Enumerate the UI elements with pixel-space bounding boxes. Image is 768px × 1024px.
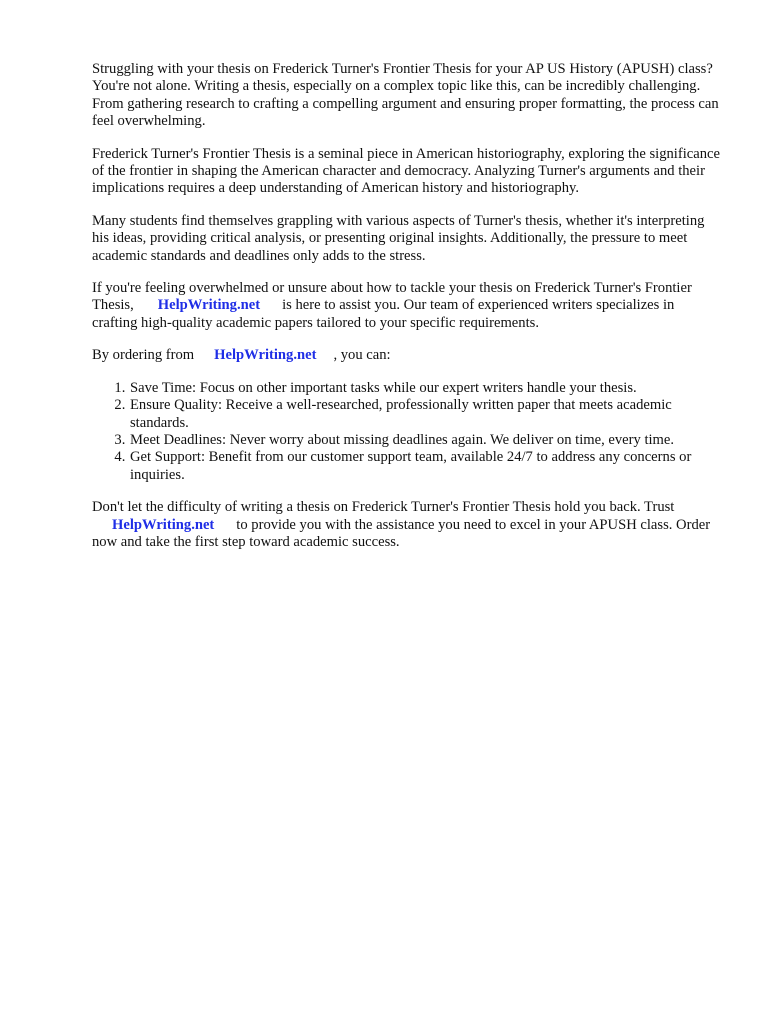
assist-paragraph bbox=[92, 280, 722, 332]
helpwriting-link-assist[interactable]: HelpWriting.net bbox=[157, 297, 261, 314]
closing-text-before: Don't let the difficulty of writing a thesis on Frederick Turner's Frontier Thesis hold you back. Trust bbox=[92, 499, 675, 516]
benefit-item-ensure-quality: 2. Ensure Quality: Receive a well-researched, professionally written paper that meets academic standards. bbox=[129, 397, 722, 432]
assist-text-after: is here to assist you. Our team of experienced writers specializes in crafting high-quality academic papers tailored to your specific requirements. bbox=[92, 297, 675, 331]
benefit-item-save-time: 1. Save Time: Focus on other important tasks while our expert writers handle your thesis. bbox=[129, 380, 722, 397]
benefit-item-get-support: 4. Get Support: Benefit from our customer support team, available 24/7 to address any concerns or inquiries. bbox=[129, 449, 722, 484]
ordering-text-after: , you can: bbox=[333, 347, 391, 364]
benefit-item-meet-deadlines: 3. Meet Deadlines: Never worry about missing deadlines again. We deliver on time, every time. bbox=[129, 432, 722, 449]
benefits-list bbox=[92, 380, 722, 484]
seminal-paragraph: Frederick Turner's Frontier Thesis is a seminal piece in American historiography, exploring the significance of the frontier in shaping the American character and democracy. Analyzing Turner's arguments and their implications requires a deep understanding of American history and historiography. bbox=[92, 145, 720, 197]
helpwriting-link-ordering[interactable]: HelpWriting.net bbox=[214, 347, 317, 364]
students-paragraph: Many students find themselves grappling with various aspects of Turner's thesis, whether it's interpreting his ideas, providing critical analysis, or presenting original insights. Additionally, the pressure to meet academic standards and deadlines only adds to the stress. bbox=[92, 212, 705, 264]
assist-text-before: If you're feeling overwhelmed or unsure about how to tackle your thesis on Frederick Turner's Frontier Thesis, bbox=[92, 280, 692, 314]
ordering-paragraph bbox=[92, 347, 722, 364]
helpwriting-link-closing[interactable]: HelpWriting.net bbox=[112, 516, 215, 533]
ordering-text-before: By ordering from bbox=[92, 347, 195, 364]
document-body bbox=[92, 61, 722, 566]
closing-paragraph bbox=[92, 499, 722, 551]
intro-paragraph: Struggling with your thesis on Frederick Turner's Frontier Thesis for your AP US History (APUSH) class? You're not alone. Writing a thesis, especially on a complex topic like this, can be incredibly challenging. From gathering research to crafting a compelling argument and ensuring proper formatting, the process can feel overwhelming. bbox=[92, 61, 719, 130]
closing-text-after: to provide you with the assistance you need to excel in your APUSH class. Order now and take the first step toward academic success. bbox=[92, 516, 711, 550]
